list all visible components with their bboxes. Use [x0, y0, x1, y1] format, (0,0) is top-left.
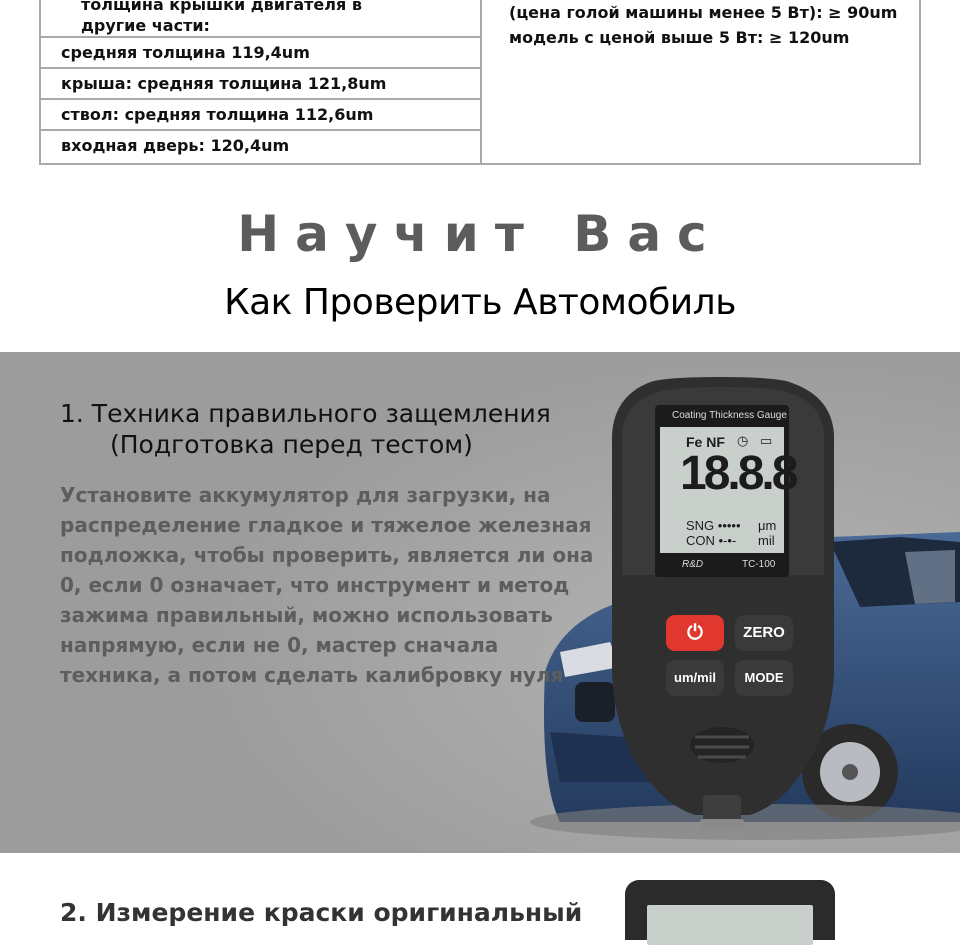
lcd-unit-mil: mil: [758, 533, 775, 548]
lcd-reading: 18.8.8: [680, 447, 796, 500]
spec-table-left-column: [41, 0, 482, 163]
power-button[interactable]: ⏻: [666, 615, 724, 651]
clock-icon: ◷: [737, 433, 749, 448]
step1-description: Установите аккумулятор для загрузки, на распределение гладкое и тяжелое железная подложка, чтобы проверить, является ли она 0, если 0 означает, что инструмент и метод зажима правильный, можно использовать напрямую, если не 0, мастер сначала техника, а потом сделать калибровку нуля: [60, 483, 594, 687]
lcd-sng: SNG •••••: [686, 518, 741, 533]
table-cell: толщина крышки двигателя в: [81, 0, 362, 14]
table-cell: модель с ценой выше 5 Вт: ≥ 120um: [509, 28, 850, 47]
table-row: входная дверь: 120,4um: [41, 129, 480, 160]
device-brand: R&D: [682, 559, 704, 570]
table-row: ствол: средняя толщина 112,6um: [41, 98, 480, 129]
step1-title-line2: (Подготовка перед тестом): [110, 430, 473, 459]
spec-table-right-column: [509, 0, 897, 50]
unit-toggle-button[interactable]: um/mil: [666, 660, 724, 696]
table-cell: другие части:: [81, 16, 210, 35]
device-screen: [647, 905, 813, 945]
table-row: крыша: средняя толщина 121,8um: [41, 67, 480, 98]
battery-icon: ▭: [760, 433, 773, 448]
zero-button[interactable]: ZERO: [735, 615, 793, 651]
table-row: [41, 0, 480, 36]
table-row: средняя толщина 119,4um: [41, 36, 480, 67]
thickness-gauge-device-2: [625, 880, 835, 940]
section-heading: Научит Вас: [237, 205, 723, 263]
step1-title: [60, 398, 551, 460]
step2-title: 2. Измерение краски оригинальный: [60, 898, 583, 927]
step1-title-line1: 1. Техника правильного защемления: [60, 399, 551, 428]
lcd-indicators: Fe NF: [686, 434, 725, 450]
device-label: Coating Thickness Gauge: [672, 410, 787, 421]
mode-button[interactable]: MODE: [735, 660, 793, 696]
lcd-con: CON •-•-: [686, 533, 737, 548]
table-cell: (цена голой машины менее 5 Вт): ≥ 90um: [509, 3, 898, 22]
spec-table: [39, 0, 921, 165]
lcd-unit-um: μm: [758, 518, 777, 533]
device-model: TC-100: [742, 559, 776, 570]
section-subheading: Как Проверить Автомобиль: [224, 282, 736, 323]
